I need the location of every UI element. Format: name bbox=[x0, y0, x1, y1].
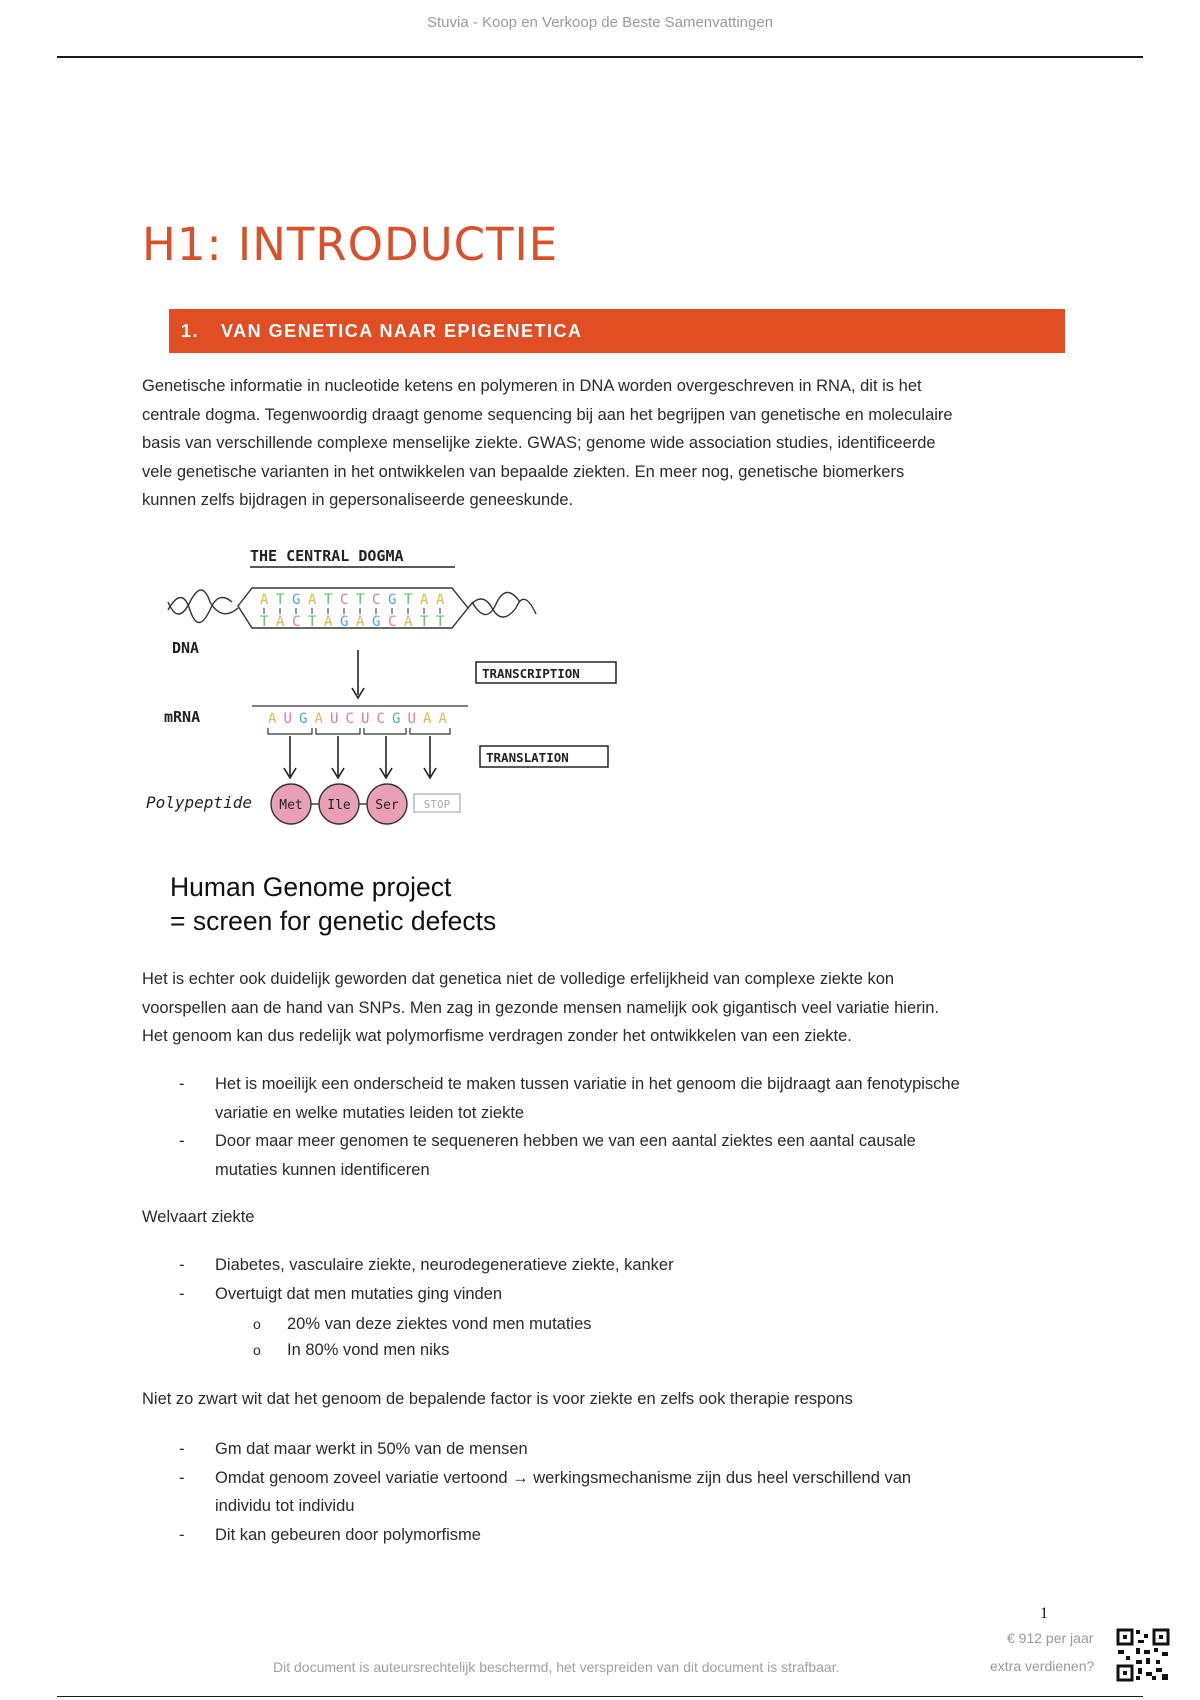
translation-label: TRANSLATION bbox=[486, 750, 569, 765]
nucleotide: A bbox=[268, 711, 277, 727]
nucleotide: U bbox=[283, 711, 292, 727]
nucleotide: T bbox=[308, 614, 317, 630]
welvaart-heading: Welvaart ziekte bbox=[142, 1208, 255, 1226]
nucleotide: U bbox=[361, 711, 370, 727]
text-line: vele genetische varianten in het ontwikkelen van bepaalde ziekten. En meer nog, genetische biomerkers bbox=[142, 462, 905, 481]
list-item bbox=[142, 1070, 1072, 1127]
nucleotide: T bbox=[436, 614, 445, 630]
diagram-title: THE CENTRAL DOGMA bbox=[250, 547, 404, 565]
stop-label: STOP bbox=[423, 798, 451, 811]
dna-top-strand bbox=[260, 592, 445, 608]
genome-caption bbox=[170, 870, 496, 938]
nucleotide: A bbox=[260, 592, 269, 608]
nucleotide: A bbox=[438, 711, 447, 727]
site-header: Stuvia - Koop en Verkoop de Beste Samenvattingen bbox=[426, 14, 774, 31]
nucleotide: T bbox=[356, 592, 365, 608]
text-line: variatie en welke mutaties leiden tot ziekte bbox=[215, 1103, 525, 1122]
nucleotide: T bbox=[276, 592, 285, 608]
text-line: basis van verschillende complexe menselijke ziekte. GWAS; genome wide association studies, identificeerde bbox=[142, 434, 936, 452]
nucleotide: T bbox=[420, 614, 429, 630]
header-rule bbox=[57, 56, 1143, 58]
nucleotide: C bbox=[388, 614, 397, 630]
page-number: 1 bbox=[1040, 1605, 1048, 1622]
nucleotide: C bbox=[376, 711, 385, 727]
amino-acid-label: Ser bbox=[375, 798, 399, 813]
genome-caption-line: Human Genome project bbox=[170, 872, 452, 902]
nucleotide: C bbox=[372, 592, 381, 608]
text-line: - Gm dat maar werkt in 50% van de mensen bbox=[215, 1440, 528, 1458]
nucleotide: A bbox=[423, 711, 432, 727]
nucleotide: T bbox=[260, 614, 269, 630]
dna-label: DNA bbox=[172, 639, 200, 657]
text-line: mutaties kunnen identificeren bbox=[215, 1160, 430, 1179]
list-item: - Diabetes, vasculaire ziekte, neurodegeneratieve ziekte, kanker bbox=[142, 1251, 1072, 1280]
text-line: - Door maar meer genomen te sequeneren hebben we van een aantal ziektes een aantal causale bbox=[215, 1132, 916, 1150]
list-item bbox=[142, 1464, 1072, 1521]
section-number: 1. bbox=[181, 321, 200, 341]
list-item bbox=[142, 1521, 1072, 1550]
mrna-strand bbox=[268, 711, 448, 727]
nucleotide: G bbox=[292, 592, 301, 608]
nucleotide: T bbox=[404, 592, 413, 608]
sub-bullet-list bbox=[142, 1311, 1072, 1363]
footer-rule bbox=[57, 1696, 1143, 1697]
nucleotide: G bbox=[340, 614, 349, 630]
amino-acid-label: Met bbox=[279, 798, 303, 813]
text-line: - Omdat genoom zoveel variatie vertoond → werkingsmechanisme zijn dus heel verschillend van bbox=[215, 1468, 912, 1487]
nucleotide: T bbox=[324, 592, 333, 608]
text-line: - Dit kan gebeuren door polymorfisme bbox=[215, 1525, 481, 1544]
bullet-list-1 bbox=[142, 1070, 1072, 1184]
nucleotide: A bbox=[308, 592, 317, 608]
section-heading bbox=[169, 309, 1065, 353]
list-item: - Overtuigt dat men mutaties ging vinden bbox=[142, 1280, 1072, 1309]
copyright-notice: Dit document is auteursrechtelijk beschermd, het verspreiden van dit document is strafbaar. bbox=[273, 1659, 840, 1675]
promo-link[interactable]: extra verdienen? bbox=[990, 1658, 1095, 1674]
list-item bbox=[142, 1127, 1072, 1184]
nucleotide: G bbox=[388, 592, 397, 608]
list-item bbox=[142, 1435, 1072, 1464]
paragraph-2 bbox=[142, 965, 1072, 1051]
nucleotide: C bbox=[292, 614, 301, 630]
nucleotide: A bbox=[420, 592, 429, 608]
section-title: VAN GENETICA NAAR EPIGENETICA bbox=[221, 321, 583, 341]
nucleotide: A bbox=[356, 614, 365, 630]
nucleotide: U bbox=[407, 711, 416, 727]
nucleotide: A bbox=[314, 711, 323, 727]
sub-list-item: o 20% van deze ziektes vond men mutaties bbox=[142, 1311, 1072, 1337]
text-line: individu tot individu bbox=[215, 1497, 355, 1515]
nucleotide: C bbox=[340, 592, 349, 608]
nucleotide: U bbox=[330, 711, 339, 727]
genome-caption-line: = screen for genetic defects bbox=[170, 906, 497, 936]
text-line: Genetische informatie in nucleotide ketens en polymeren in DNA worden overgeschreven in RNA, dit is het bbox=[142, 377, 922, 395]
amino-acid-label: Ile bbox=[327, 798, 351, 813]
text-line: centrale dogma. Tegenwoordig draagt genome sequencing bij aan het begrijpen van genetische en moleculaire bbox=[142, 405, 953, 424]
intro-paragraph bbox=[142, 372, 1072, 515]
transcription-label: TRANSCRIPTION bbox=[482, 666, 580, 681]
paragraph-3: Niet zo zwart wit dat het genoom de bepalende factor is voor ziekte en zelfs ook therapie respons bbox=[142, 1390, 853, 1408]
nucleotide: G bbox=[372, 614, 381, 630]
polypeptide-label: Polypeptide bbox=[146, 793, 252, 812]
nucleotide: A bbox=[324, 614, 333, 630]
nucleotide: A bbox=[404, 614, 413, 630]
nucleotide: G bbox=[392, 711, 401, 727]
text-line: Het genoom kan dus redelijk wat polymorfisme verdragen zonder het ontwikkelen van een ziekte. bbox=[142, 1027, 852, 1045]
text-line: kunnen zelfs bijdragen in gepersonaliseerde geneeskunde. bbox=[142, 491, 574, 509]
nucleotide: G bbox=[299, 711, 308, 727]
page-title: H1: INTRODUCTIE bbox=[142, 218, 559, 271]
sub-list-item: o In 80% vond men niks bbox=[142, 1337, 1072, 1363]
text-line: - Het is moeilijk een onderscheid te maken tussen variatie in het genoom die bijdraagt aan fenotypische bbox=[215, 1075, 960, 1093]
nucleotide: C bbox=[345, 711, 354, 727]
promo-link[interactable]: € 912 per jaar bbox=[1007, 1630, 1094, 1646]
mrna-label: mRNA bbox=[164, 708, 201, 726]
qr-code-icon[interactable] bbox=[1116, 1628, 1170, 1682]
text-line: voorspellen aan de hand van SNPs. Men zag in gezonde mensen namelijk ook gigantisch veel variatie hierin. bbox=[142, 998, 940, 1017]
bullet-list-2 bbox=[142, 1251, 1072, 1308]
nucleotide: A bbox=[276, 614, 285, 630]
nucleotide: A bbox=[436, 592, 445, 608]
text-line: Het is echter ook duidelijk geworden dat genetica niet de volledige erfelijkheid van complexe ziekte kon bbox=[142, 970, 895, 988]
central-dogma-diagram bbox=[142, 530, 642, 840]
bullet-list-3 bbox=[142, 1435, 1072, 1549]
